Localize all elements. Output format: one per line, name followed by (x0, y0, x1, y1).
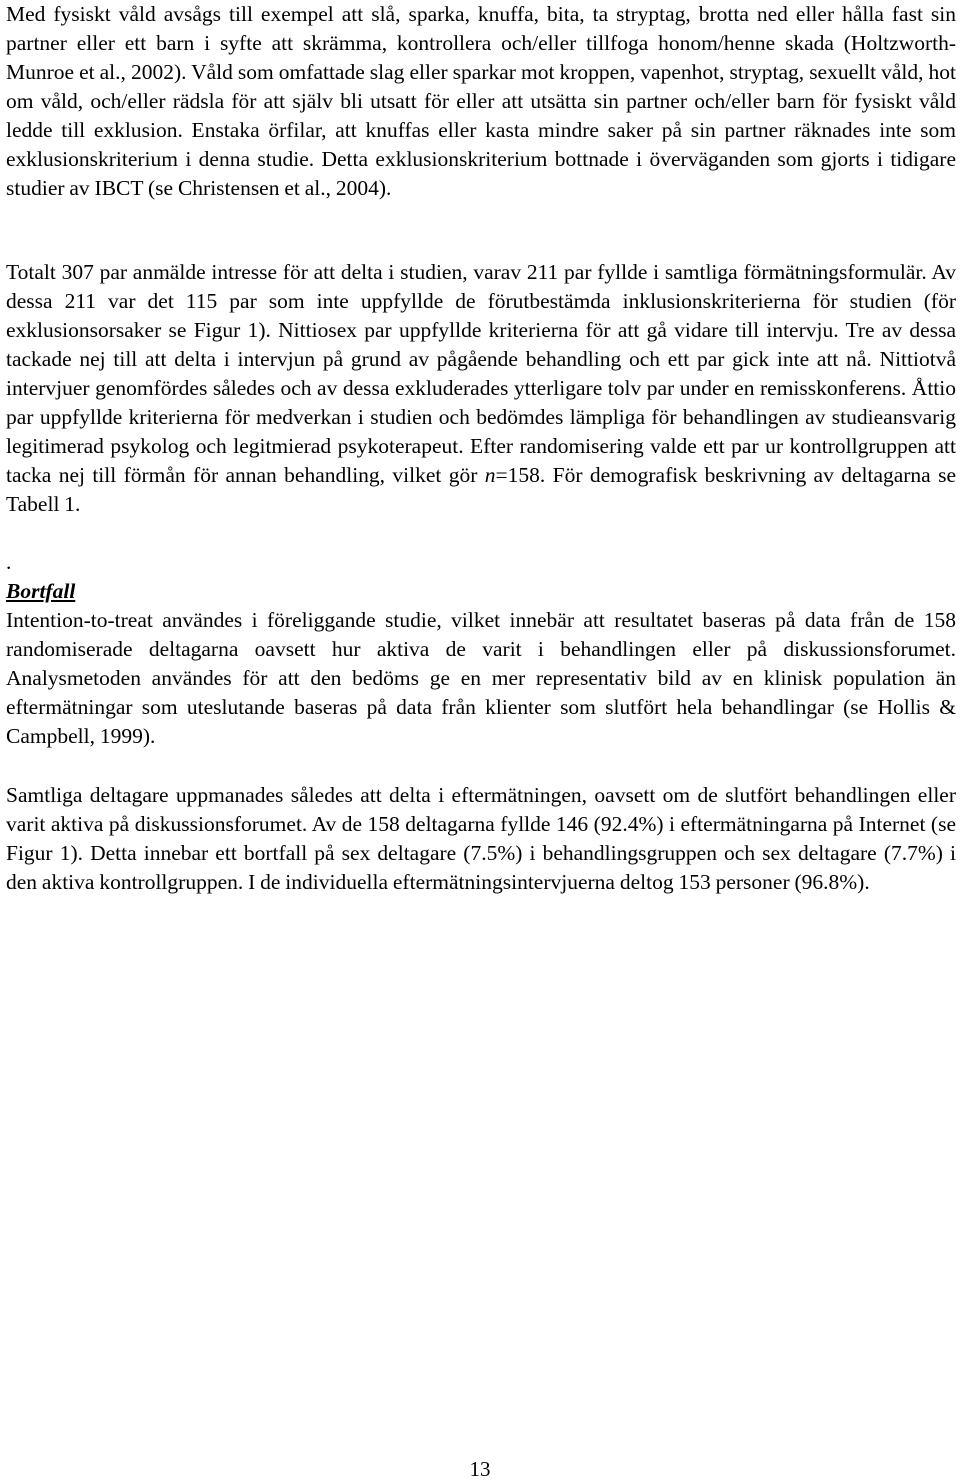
paragraph-text: Samtliga deltagare uppmanades således att delta i eftermätningen, oavsett om de slutfört behandlingen eller varit aktiva på diskussionsforumet. Av de 158 deltagarna fyllde 146 (92.4%) i eftermätningarna på Internet (se Figur 1). Detta innebar ett bortfall på sex deltagare (7.5%) i behandlingsgruppen och sex deltagare (7.7%) i den aktiva kontrollgruppen. I de individuella eftermätningsintervjuerna deltog 153 personer (96.8%). (6, 783, 956, 894)
stray-period: . (6, 550, 12, 574)
paragraph-participants (6, 258, 956, 519)
paragraph-text: Med fysiskt våld avsågs till exempel att slå, sparka, knuffa, bita, ta stryptag, brotta ned eller hålla fast sin partner eller ett barn i syfte att skrämma, kontrollera och/eller tillfoga honom/henne skada (Holtzworth-Munroe et al., 2002). Våld som omfattade slag eller sparkar mot kroppen, vapenhot, stryptag, sexuellt våld, hot om våld, och/eller rädsla för att själv bli utsatt för eller att utsätta sin partner och/eller barn för fysiskt våld ledde till exklusion. Enstaka örfilar, att knuffas eller kasta mindre saker på sin partner räknades inte som exklusionskriterium i denna studie. Detta exklusionskriterium bottnade i överväganden som gjorts i tidigare studier av IBCT (se Christensen et al., 2004). (6, 2, 956, 200)
paragraph-dropout (6, 781, 956, 897)
paragraph-text: =158. För demografisk beskrivning av deltagarna se Tabell 1. (6, 463, 956, 516)
page-number: 13 (469, 1457, 491, 1481)
paragraph-intention-to-treat (6, 606, 956, 751)
section-heading: Bortfall (6, 579, 76, 603)
paragraph-text: Totalt 307 par anmälde intresse för att delta i studien, varav 211 par fyllde i samtliga förmätningsformulär. Av dessa 211 var det 115 par som inte uppfyllde de förutbestämda inklusionskriterierna för studien (för exklusionsorsaker se Figur 1). Nittiosex par uppfyllde kriterierna för att gå vidare till intervju. Tre av dessa tackade nej till att delta i intervjun på grund av pågående behandling och ett par gick inte att nå. Nittiotvå intervjuer genomfördes således och av dessa exkluderades ytterligare tolv par under en remisskonferens. Åttio par uppfyllde kriterierna för medverkan i studien och bedömdes lämpliga för behandlingen av studieansvarig legitimerad psykolog och legitmierad psykoterapeut. Efter randomisering valde ett par ur kontrollgruppen att tacka nej till förmån för annan behandling, vilket gör (6, 260, 956, 487)
paragraph-violence-definition (6, 0, 956, 203)
paragraph-text: Intention-to-treat användes i föreliggande studie, vilket innebär att resultatet baseras på data från de 158 randomiserade deltagarna oavsett hur aktiva de varit i behandlingen eller på diskussionsforumet. Analysmetoden användes för att den bedöms ge en mer representativ bild av en klinisk population än eftermätningar som uteslutande baseras på data från klienter som slutfört hela behandlingar (se Hollis & Campbell, 1999). (6, 608, 956, 748)
italic-n: n (484, 463, 496, 487)
